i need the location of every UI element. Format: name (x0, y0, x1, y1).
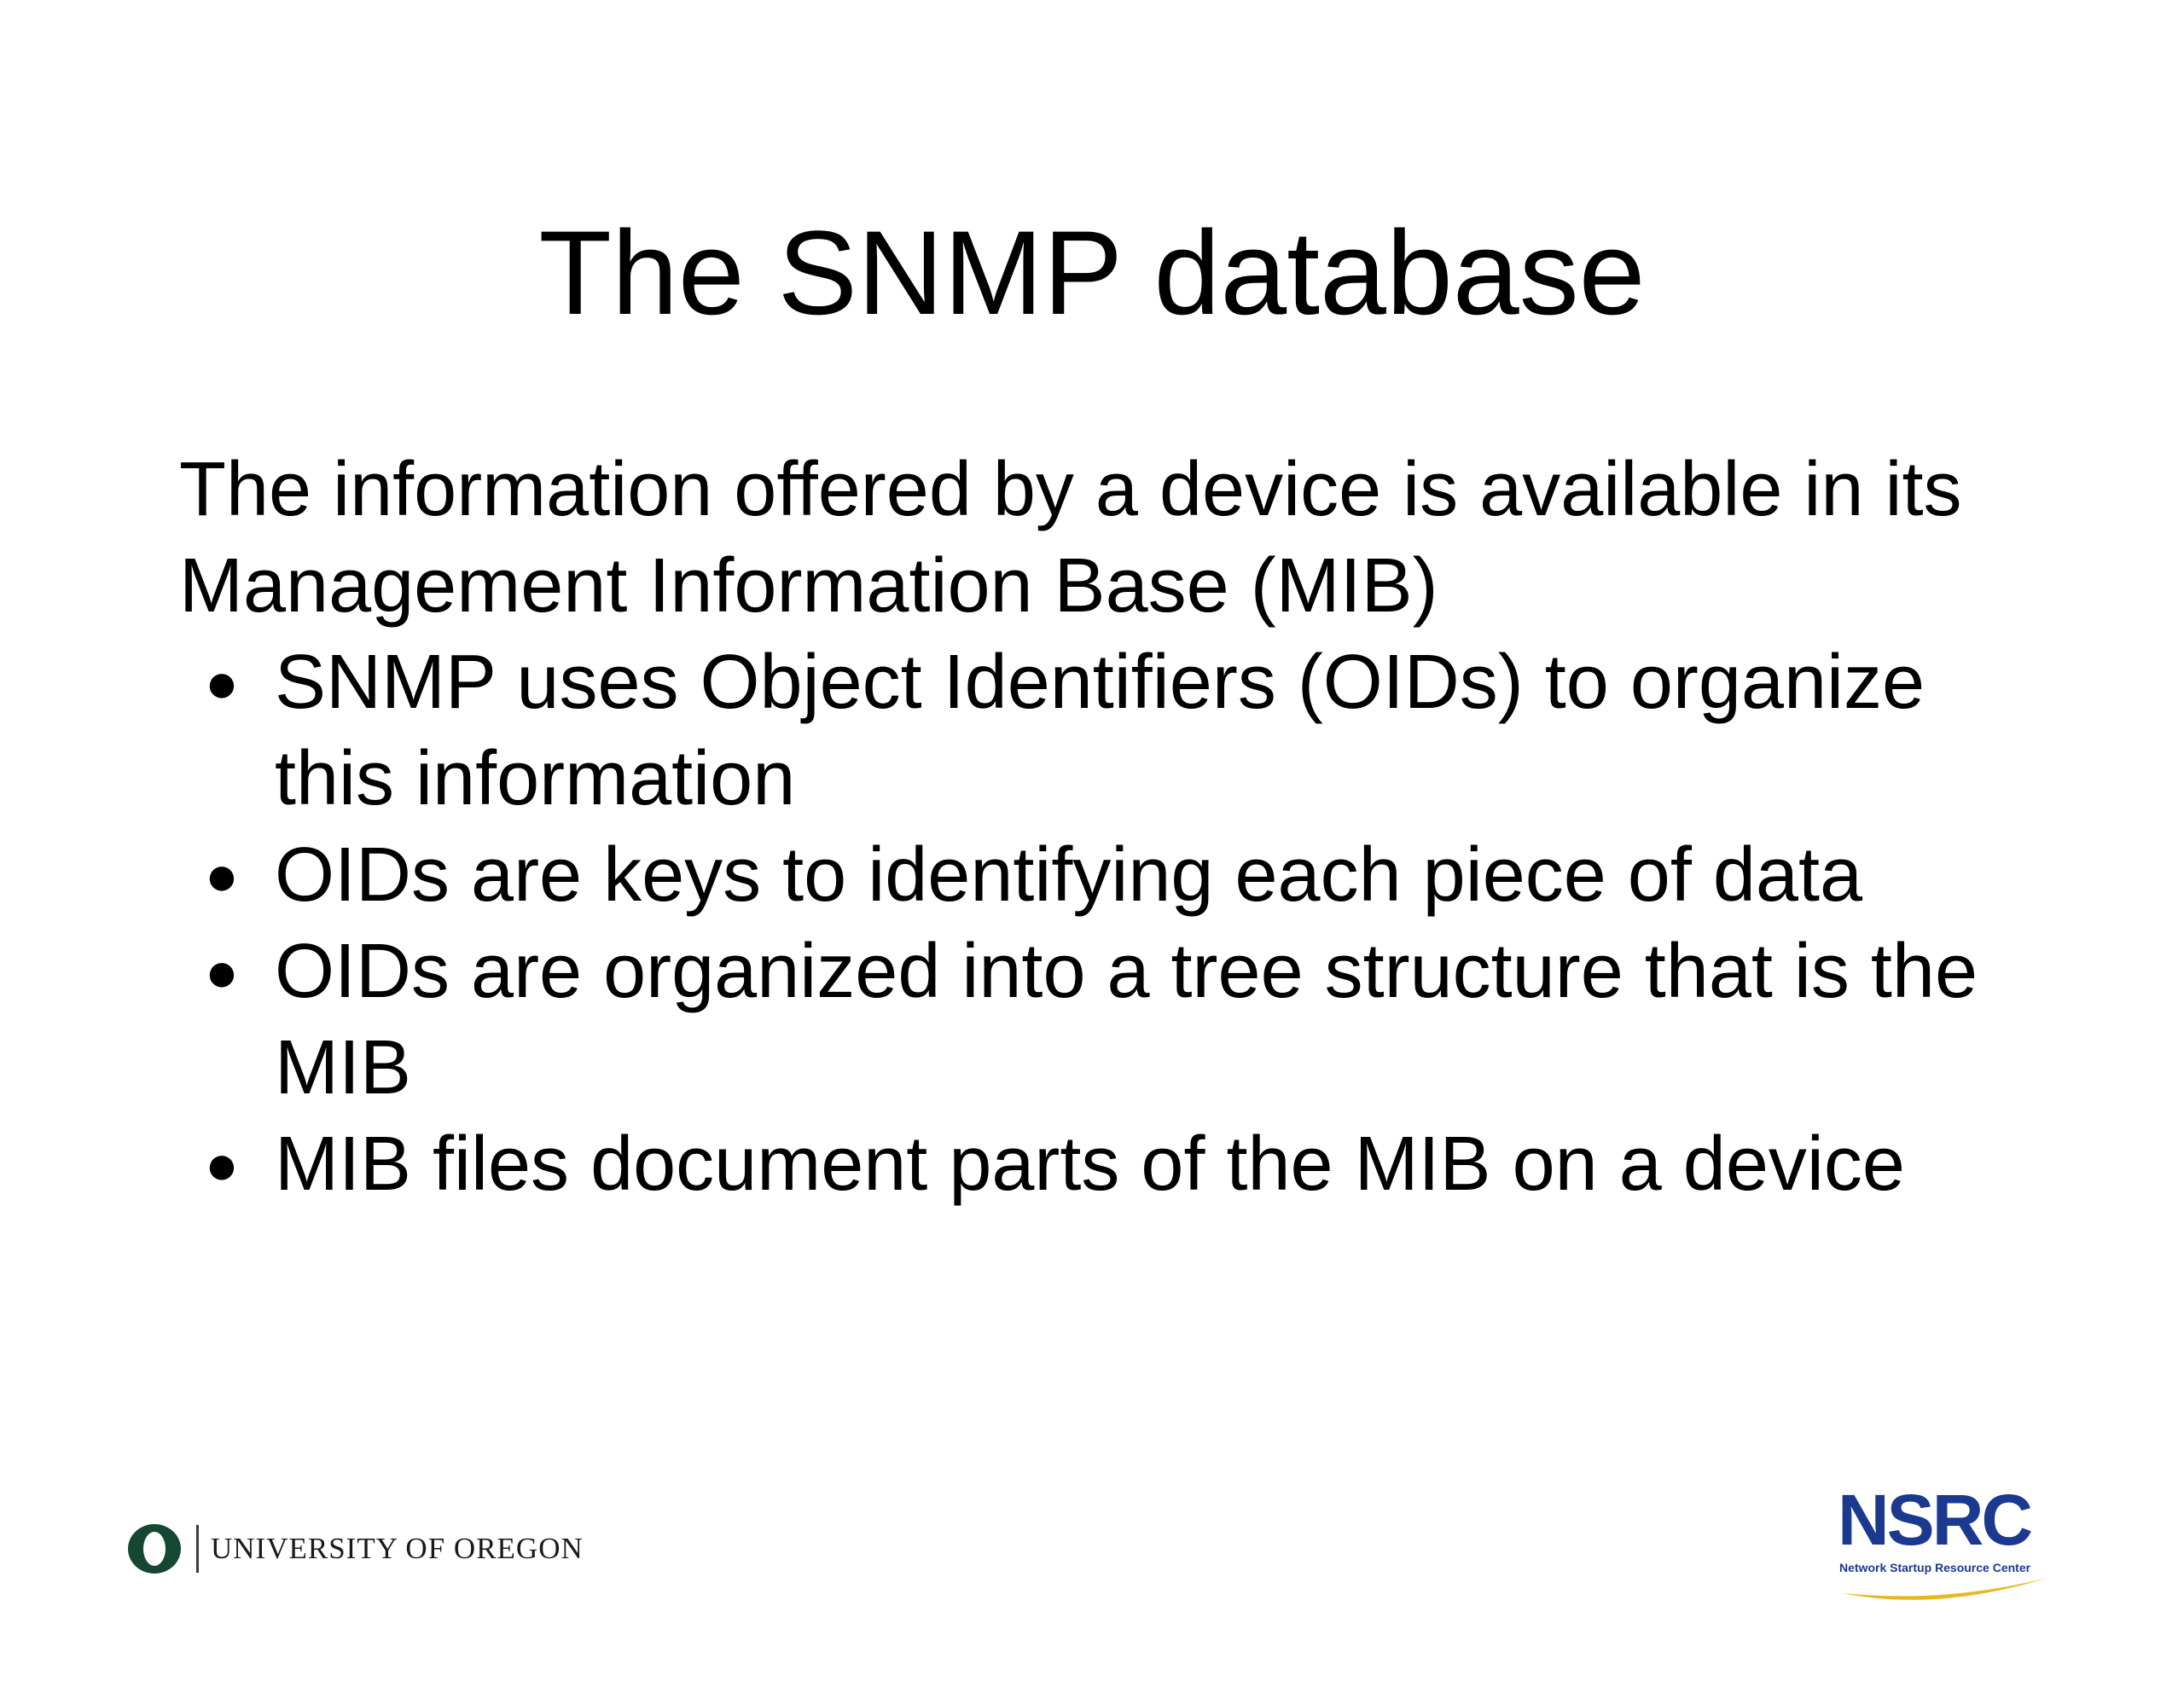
oregon-o-icon (125, 1521, 184, 1577)
swoosh-icon (1834, 1568, 2056, 1610)
bullet-icon: ● (205, 1133, 239, 1196)
intro-paragraph: The information offered by a device is available in its Management Information Base (MIB) (179, 447, 1962, 629)
bullet-icon: ● (205, 844, 239, 907)
bullet-text: OIDs are organized into a tree structure that is the MIB (275, 929, 1978, 1110)
slide-body (179, 442, 2056, 1213)
bullet-text: MIB files document parts of the MIB on a device (275, 1122, 1905, 1207)
bullet-text: OIDs are keys to identifying each piece of data (275, 832, 1863, 918)
bullet-icon: ● (205, 940, 239, 1003)
bullet-text: SNMP uses Object Identifiers (OIDs) to organize this information (275, 640, 1926, 821)
logo-divider (196, 1525, 199, 1573)
list-item (179, 924, 2056, 1116)
university-of-oregon-logo (125, 1518, 584, 1580)
bullet-icon: ● (205, 651, 239, 714)
bullet-list (179, 635, 2056, 1213)
list-item (179, 1116, 2056, 1213)
university-name: UNIVERSITY OF OREGON (211, 1532, 584, 1565)
list-item (179, 635, 2056, 827)
nsrc-title: NSRC (1838, 1480, 2031, 1560)
nsrc-logo (1834, 1482, 2056, 1610)
slide-title: The SNMP database (538, 206, 1646, 339)
list-item (179, 827, 2056, 924)
nsrc-subtitle: Network Startup Resource Center (1839, 1561, 2031, 1574)
